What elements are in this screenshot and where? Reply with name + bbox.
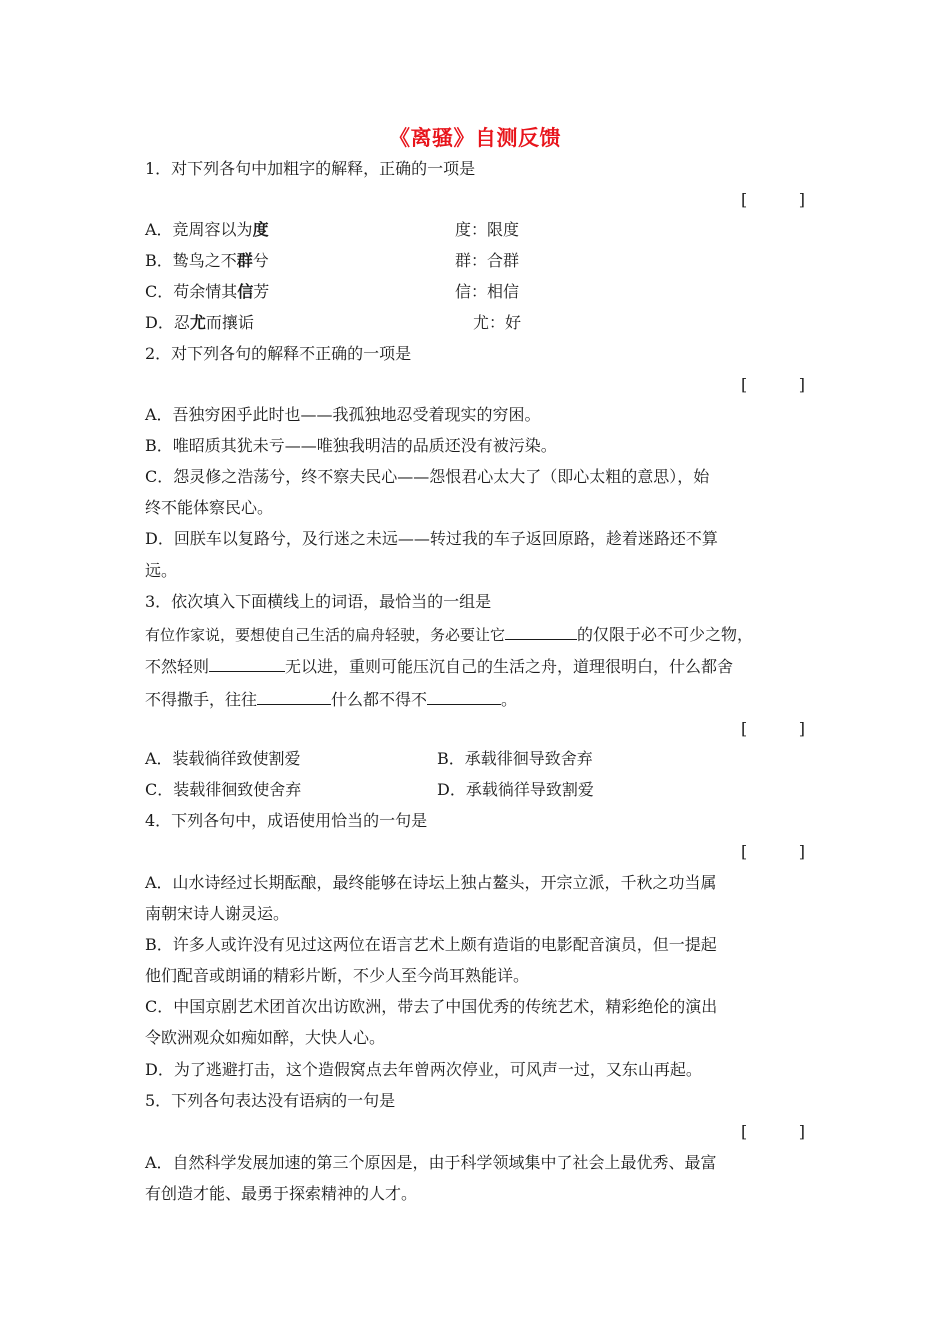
q4-option-c: C．中国京剧艺术团首次出访欧洲，带去了中国优秀的传统艺术，精彩绝伦的演出 bbox=[145, 997, 718, 1016]
q3-option-a: A．装载徜徉致使割爱 bbox=[145, 749, 301, 768]
q1-option-a: A．竞周容以为度 bbox=[145, 220, 269, 239]
q1-option-b-gloss: 群：合群 bbox=[455, 251, 520, 270]
q2-option-c-cont: 终不能体察民心。 bbox=[145, 498, 274, 517]
q4-option-a: A．山水诗经过长期酝酿，最终能够在诗坛上独占鳌头，开宗立派，千秋之功当属 bbox=[145, 873, 717, 892]
q5-stem: 5．下列各句表达没有语病的一句是 bbox=[145, 1091, 396, 1110]
q3-stem: 3．依次填入下面横线上的词语，最恰当的一组是 bbox=[145, 592, 492, 611]
q4-option-d: D．为了逃避打击，这个造假窝点去年曾两次停业，可风声一过，又东山再起。 bbox=[145, 1060, 702, 1079]
q3-blank-3 bbox=[257, 688, 331, 705]
q1-option-b: B．鸷鸟之不群兮 bbox=[145, 251, 269, 270]
q4-option-a-cont: 南朝宋诗人谢灵运。 bbox=[145, 904, 290, 923]
q4-option-b: B．许多人或许没有见过这两位在语言艺术上颇有造诣的电影配音演员，但一提起 bbox=[145, 935, 717, 954]
q3-passage-line-2: 不然轻则 无以进，重则可能压沉自己的生活之舟，道理很明白，什么都舍 bbox=[145, 657, 734, 676]
q5-option-a-cont: 有创造才能、最勇于探索精神的人才。 bbox=[145, 1184, 418, 1203]
q2-answer-bracket: [ ] bbox=[741, 375, 805, 394]
q5-answer-bracket: [ ] bbox=[741, 1122, 805, 1141]
q2-option-c: C．怨灵修之浩荡兮，终不察夫民心——怨恨君心太大了（即心太粗的意思），始 bbox=[145, 467, 710, 486]
q1-option-a-gloss: 度：限度 bbox=[455, 220, 520, 239]
q1-answer-bracket: [ ] bbox=[741, 190, 805, 209]
q1-option-c-gloss: 信：相信 bbox=[455, 282, 520, 301]
q2-stem: 2．对下列各句的解释不正确的一项是 bbox=[145, 344, 412, 363]
q3-option-b: B．承载徘徊导致舍弃 bbox=[437, 749, 593, 768]
q4-answer-bracket: [ ] bbox=[741, 842, 805, 861]
q5-option-a: A．自然科学发展加速的第三个原因是，由于科学领域集中了社会上最优秀、最富 bbox=[145, 1153, 717, 1172]
q2-option-d: D．回朕车以复路兮，及行迷之未远——转过我的车子返回原路，趁着迷路还不算 bbox=[145, 529, 718, 548]
q3-passage-line-1: 有位作家说，要想使自己生活的扁舟轻驶，务必要让它 的仅限于必不可少之物， bbox=[145, 625, 754, 644]
q3-passage-line-3: 不得撒手，往往 什么都不得不 。 bbox=[145, 690, 518, 709]
q1-option-d-gloss: 尤：好 bbox=[473, 313, 522, 332]
q3-blank-4 bbox=[427, 688, 501, 705]
q3-option-c: C．装载徘徊致使舍弃 bbox=[145, 780, 302, 799]
q4-option-b-cont: 他们配音或朗诵的精彩片断，不少人至今尚耳熟能详。 bbox=[145, 966, 530, 985]
q2-option-a: A．吾独穷困乎此时也——我孤独地忍受着现实的穷困。 bbox=[145, 405, 541, 424]
q4-stem: 4．下列各句中，成语使用恰当的一句是 bbox=[145, 811, 428, 830]
q2-option-b: B．唯昭质其犹未亏——唯独我明洁的品质还没有被污染。 bbox=[145, 436, 557, 455]
q2-option-d-cont: 远。 bbox=[145, 561, 178, 580]
q1-option-d: D．忍尤而攘诟 bbox=[145, 313, 254, 332]
q3-answer-bracket: [ ] bbox=[741, 719, 805, 738]
q3-blank-1 bbox=[505, 623, 577, 640]
q3-blank-2 bbox=[209, 655, 285, 672]
q1-stem: 1．对下列各句中加粗字的解释，正确的一项是 bbox=[145, 159, 476, 178]
q3-option-d: D．承载徜徉导致割爱 bbox=[437, 780, 594, 799]
page-title: 《离骚》自测反馈 bbox=[389, 125, 561, 150]
q1-option-c: C．苟余情其信芳 bbox=[145, 282, 270, 301]
q4-option-c-cont: 令欧洲观众如痴如醉，大快人心。 bbox=[145, 1028, 386, 1047]
